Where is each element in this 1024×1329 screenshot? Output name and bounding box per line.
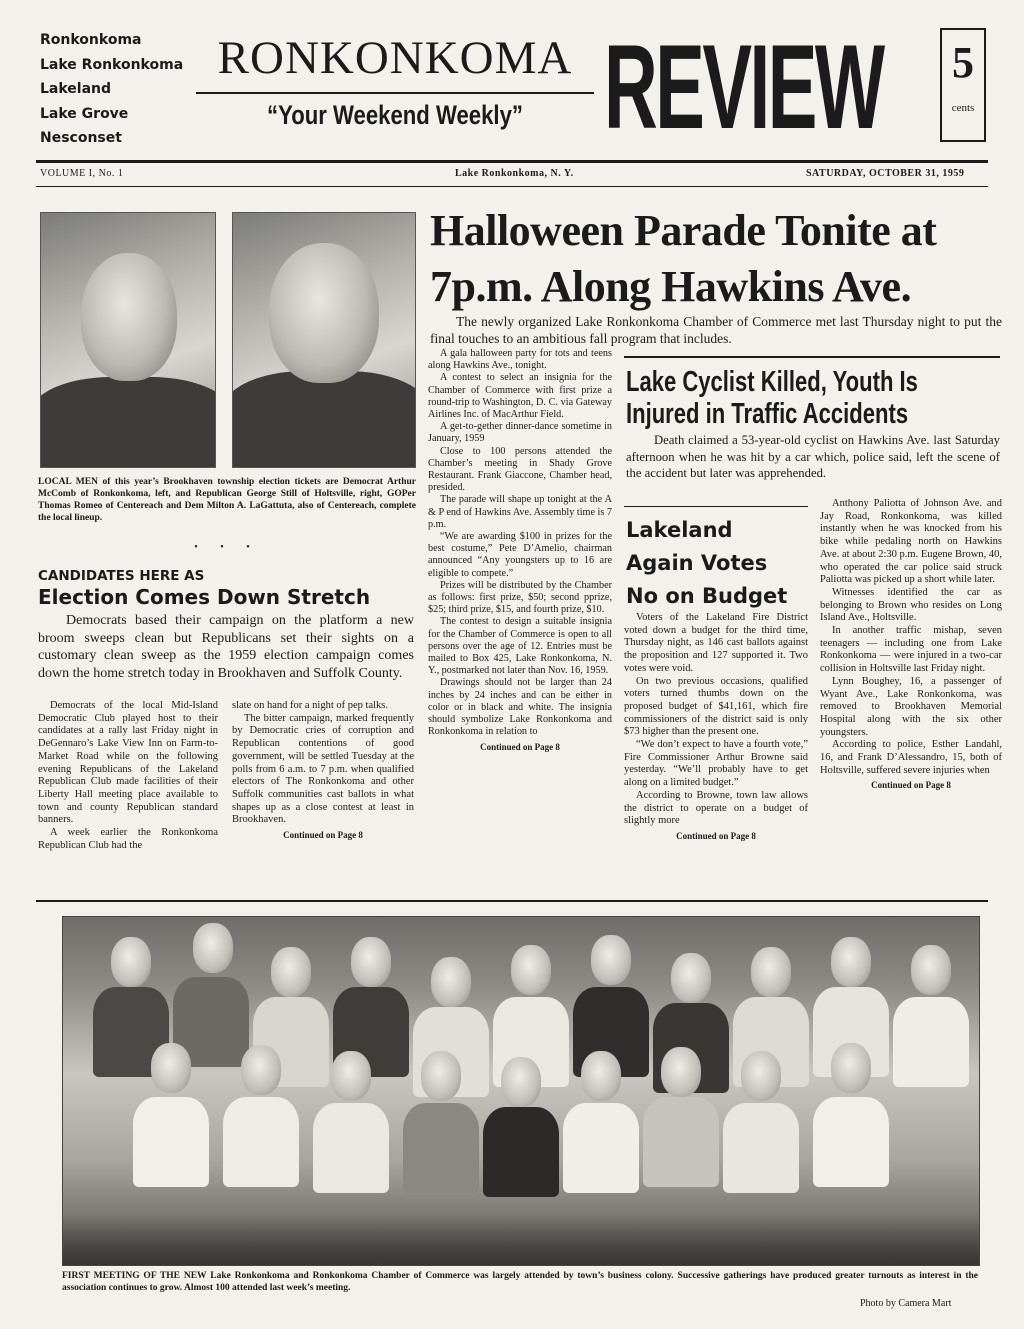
paragraph: Voters of the Lakeland Fire District voted down a budget for the third time, Thursday night, as 146 cast ballots against the proposition and 127 supported it. Two votes were void. xyxy=(624,612,808,674)
section-separator: • • • xyxy=(194,542,260,553)
paragraph: Anthony Paliotta of Johnson Ave. and Jay Road, Ronkonkoma, was killed instantly when he was knocked from his bike while pedaling north on Hawkins Ave. at about 2:30 p.m. Eugene Brown, 40, who operated the car police said struck Paliotta was picked up a short while later. xyxy=(820,498,1002,586)
budget-headline-line2: Again Votes xyxy=(626,551,768,575)
paragraph: A gala halloween party for tots and teens along Hawkins Ave., tonight. xyxy=(428,348,612,372)
election-column-2 xyxy=(232,700,414,842)
paragraph: slate on hand for a night of pep talks. xyxy=(232,700,389,711)
continued-note: Continued on Page 8 xyxy=(480,741,560,752)
paragraph: A week earlier the Ronkonkoma Republican Club had the xyxy=(38,827,218,851)
price-unit: cents xyxy=(951,102,975,114)
masthead-title-right: REVIEW xyxy=(604,20,883,154)
budget-column xyxy=(624,612,808,843)
caption-text: Lake Ronkonkoma and Ronkonkoma Chamber of Commerce was largely attended by town’s business colony. Successive gatherings have produced greater turnouts as interest in the association continues to grow. Almost 100 attended last week’s meeting. xyxy=(62,1271,978,1293)
dateline-rule xyxy=(36,186,988,187)
masthead-rule xyxy=(36,160,988,163)
cyclist-headline-line1: Lake Cyclist Killed, Youth Is xyxy=(626,366,918,398)
paragraph: Witnesses identified the car as belonging to Brown who resides on Long Island Ave., Holtsville. xyxy=(820,586,1002,624)
budget-headline xyxy=(626,514,787,613)
budget-headline-line1: Lakeland xyxy=(626,518,733,542)
paragraph: Democrats of the local Mid-Island Democratic Club played host to their candidates at a rally last Friday night in DeGennaro’s Lake View Inn on Farm-to-Market Road while on the following evening Republicans of the Lakeland Republican Club made facilities of their Liberty Hall meeting place available to town and county Republican standard banners. xyxy=(38,700,218,826)
paragraph: Lynn Boughey, 16, a passenger of Wyant Ave., Lake Ronkonkoma, was removed to Brookhaven Memorial Hospital along with the six other youngsters. xyxy=(820,675,1002,738)
town-name: Lake Ronkonkoma xyxy=(40,56,184,73)
dateline-date: SATURDAY, OCTOBER 31, 1959 xyxy=(806,168,965,179)
town-name: Nesconset xyxy=(40,130,122,146)
paragraph: A contest to select an insignia for the Chamber of Commerce with first prize a round-trip to Washington, D. C. via Gateway Airlines Inc. of MacArthur Field. xyxy=(428,372,612,421)
paragraph: In another traffic mishap, seven teenagers — including one from Lake Ronkonkoma — were injured in a two-car collision in Holtsville last Friday night. xyxy=(820,625,1002,675)
continued-note: Continued on Page 8 xyxy=(676,830,756,841)
paragraph: A get-to-gether dinner-dance sometime in January, 1959 xyxy=(428,421,612,445)
paragraph: “We are awarding $100 in prizes for the best costume,” Pete D’Amelio, chairman announced “Any youngsters up to 16 are eligible to compete.” xyxy=(428,531,612,579)
cyclist-lede: Death claimed a 53-year-old cyclist on Hawkins Ave. last Saturday afternoon when he was hit by a car which, police said, left the scene of the accident but later was apprehended. xyxy=(626,433,1000,480)
paragraph: The bitter campaign, marked frequently by Democratic cries of corruption and Republican contentions of good government, will be settled Tuesday at the polls from 6 a.m. to 7 p.m. when qualified electors of The Ronkonkoma and other Suffolk communities cast ballots in what shapes up as a close contest at least in Brookhaven. xyxy=(232,712,414,826)
section-rule xyxy=(36,900,988,902)
cyclist-headline-line2: Injured in Traffic Accidents xyxy=(626,398,909,430)
group-photo xyxy=(62,916,980,1266)
election-column-1 xyxy=(38,700,218,852)
dateline-place: Lake Ronkonkoma, N. Y. xyxy=(455,168,574,179)
continued-note: Continued on Page 8 xyxy=(283,830,363,841)
election-headline: Election Comes Down Stretch xyxy=(38,585,371,609)
masthead-slogan: “Your Weekend Weekly” xyxy=(267,100,523,130)
election-kicker: CANDIDATES HERE AS xyxy=(38,568,205,584)
caption-lead: FIRST MEETING OF THE NEW xyxy=(62,1271,207,1281)
portrait-photo-right xyxy=(232,212,416,468)
paragraph: Prizes will be distributed by the Chamber as follows: first prize, $50; second pprize, $25; third prize, $15, and fourth prize, $10. xyxy=(428,579,612,616)
town-name: Lake Grove xyxy=(40,105,129,122)
election-lede: Democrats based their campaign on the platform a new broom sweeps clean but Republicans set their sights on a customary clean sweep as the 1959 election campaign comes down the home stretch today in Brookhaven and Suffolk County. xyxy=(38,613,414,681)
paragraph: The parade will shape up tonight at the A & P end of Hawkins Ave. Assembly time is 7 p.m. xyxy=(428,494,612,530)
town-name: Lakeland xyxy=(40,81,112,97)
masthead-title-left: RONKONKOMA xyxy=(217,32,573,84)
paragraph: Close to 100 persons attended the Chamber’s meeting in Shady Grove Restaurant. Frank Giaccone, Chamber head, presided. xyxy=(428,445,612,494)
volume-number: VOLUME I, No. 1 xyxy=(40,168,124,179)
cyclist-rule xyxy=(624,356,1000,358)
photo-credit: Photo by Camera Mart xyxy=(860,1298,952,1309)
parade-column xyxy=(428,348,612,753)
masthead-towns xyxy=(40,28,183,151)
portrait-photo-left xyxy=(40,212,216,468)
price-box xyxy=(940,28,986,142)
paragraph: According to Browne, town law allows the district to operate on a budget of slightly more xyxy=(624,789,808,827)
town-name: Ronkonkoma xyxy=(40,32,142,48)
portrait-caption: LOCAL MEN of this year’s Brookhaven township election tickets are Democrat Arthur McComb of Ronkonkoma, left, and Republican George Still of Holtsville, right, GOPer Thomas Romeo of Centereach and Dem Milton A. LaGattuta, also of Centereach, complete the local lineup. xyxy=(38,477,416,523)
paragraph: The contest to design a suitable insignia for the Chamber of Commerce is open to all persons over the age of 12. Entries must be mailed to Box 425, Lake Ronkonkoma, N. Y., postmarked not later than Nov. 16, 1959. xyxy=(428,616,612,677)
paragraph: On two previous occasions, qualified voters turned thumbs down on the proposed budget of $41,161, which fire commissioners of the district said is only $73 higher than the present one. xyxy=(624,675,808,738)
cyclist-column xyxy=(820,498,1002,792)
price-value: 5 xyxy=(952,38,974,87)
paragraph: “We don’t expect to have a fourth vote,” Fire Commissioner Arthur Browne said yesterday. “We’ll probably have to get along on a limited budget.” xyxy=(624,739,808,789)
paragraph: Drawings should not be larger than 24 inches by 24 inches and can be either in color or in black and white. The insignia should symbolize Lake Ronkonkoma and Ronkonkoma in relation to xyxy=(428,677,612,738)
parade-headline-line1: Halloween Parade Tonite at xyxy=(430,206,937,255)
continued-note: Continued on Page 8 xyxy=(871,780,951,791)
budget-rule xyxy=(624,506,808,507)
group-photo-caption xyxy=(62,1270,978,1294)
masthead-divider xyxy=(196,92,594,94)
budget-headline-line3: No on Budget xyxy=(626,584,788,608)
parade-lede: The newly organized Lake Ronkonkoma Chamber of Commerce met last Thursday night to put the final touches to an ambitious fall program that includes. xyxy=(430,314,1002,346)
parade-headline-line2: 7p.m. Along Hawkins Ave. xyxy=(430,262,912,311)
paragraph: According to police, Esther Landahl, 16, and Frank D’Alessandro, 15, both of Holtsville, suffered severe injuries when xyxy=(820,739,1002,776)
